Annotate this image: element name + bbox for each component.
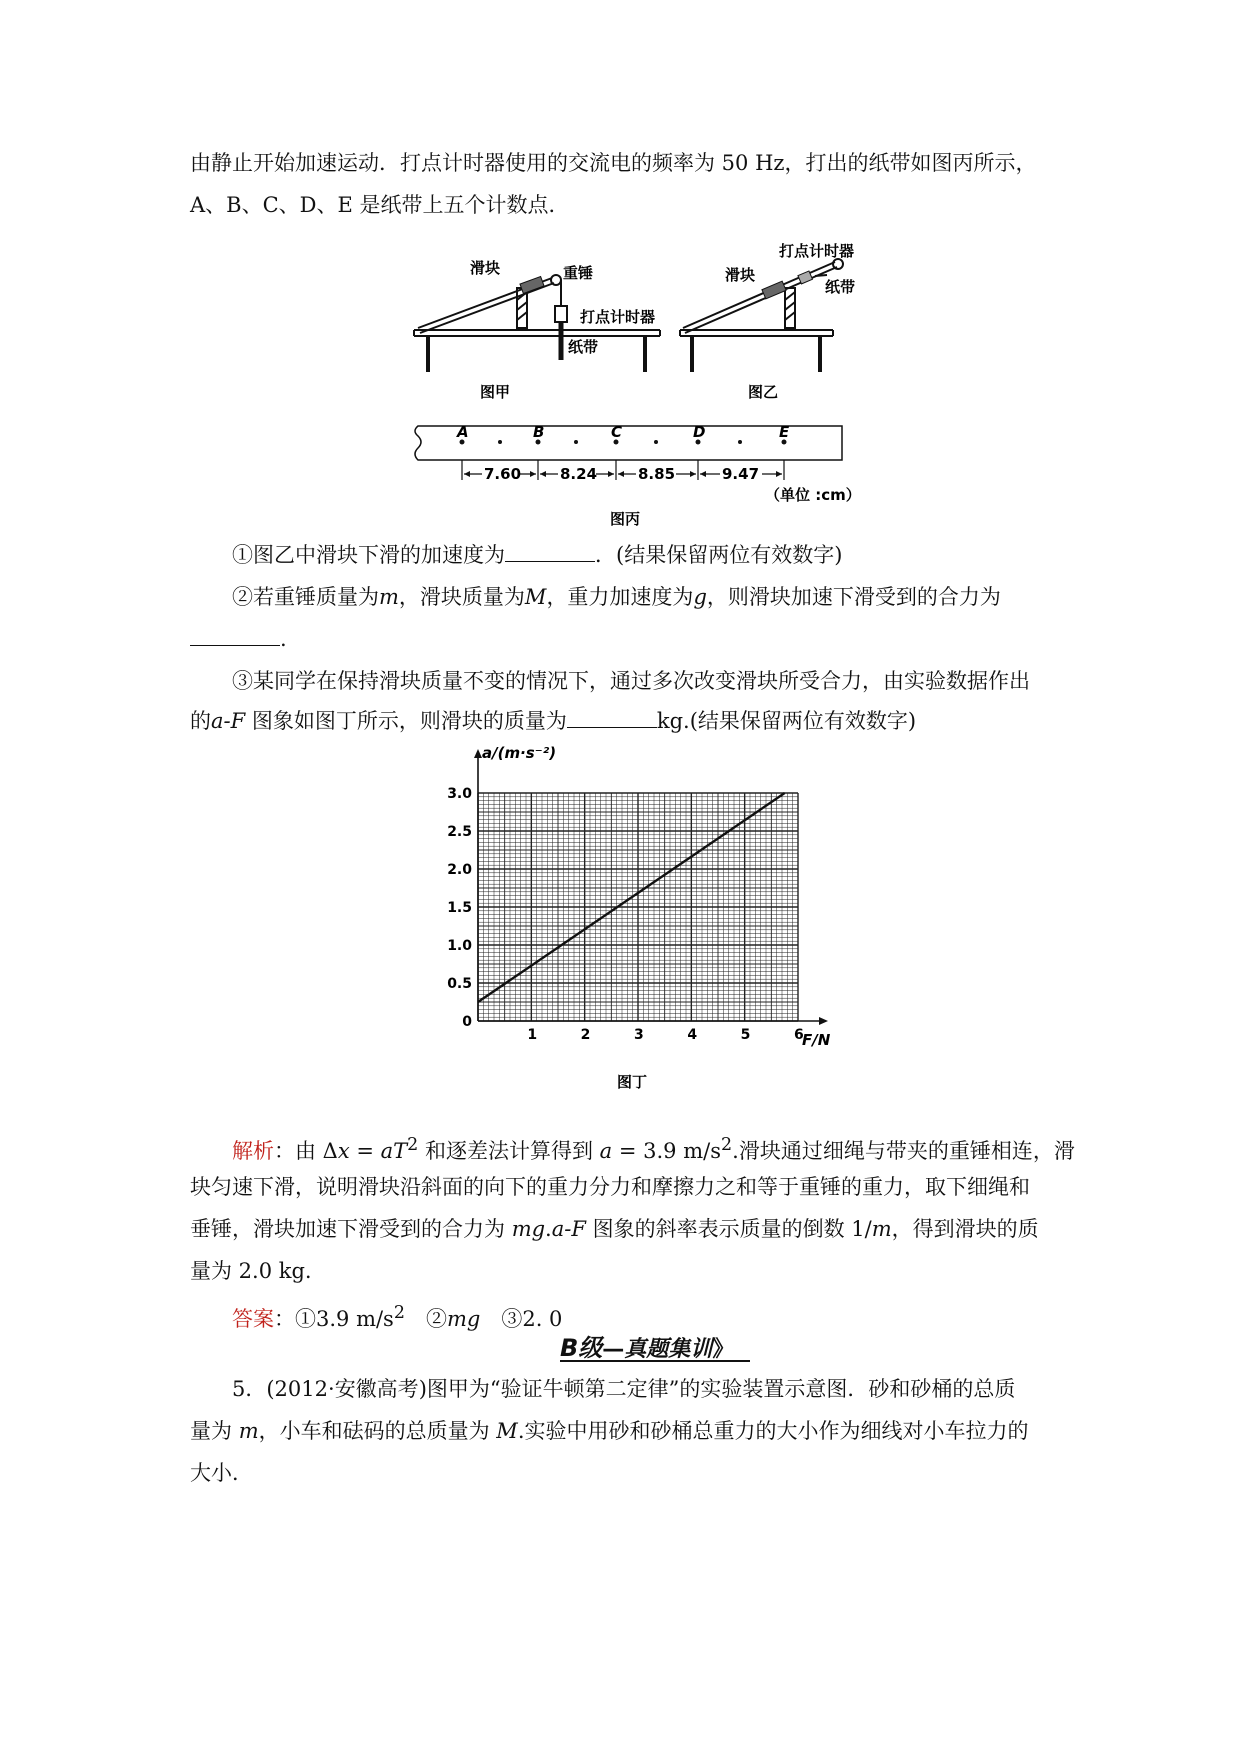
q1-note: ．(结果保留两位有效数字) xyxy=(595,543,843,567)
intro-line-1: 由静止开始加速运动．打点计时器使用的交流电的频率为 50 Hz，打出的纸带如图丙所示， xyxy=(190,151,1037,175)
var-aF: a-F xyxy=(551,1217,586,1241)
section-b-underline xyxy=(560,1360,750,1362)
q2-text-3: ，重力加速度为 xyxy=(546,585,694,609)
section-b-text: 真题集训 xyxy=(624,1336,713,1362)
y-axis-arrow xyxy=(474,749,482,758)
intro-line-2: A、B、C、D、E 是纸带上五个计数点． xyxy=(190,193,570,217)
analysis-text: 和逐差法计算得到 xyxy=(418,1139,600,1163)
q5-text: .实验中用砂和砂桶总重力的大小作为细线对小车拉力的 xyxy=(517,1419,1029,1443)
var-mg: mg xyxy=(511,1217,546,1241)
question-2 xyxy=(232,582,1102,612)
timer-box xyxy=(555,306,567,322)
var-a: a xyxy=(599,1139,613,1163)
x-axis-label: F/N xyxy=(802,1031,831,1049)
caption-jia: 图甲 xyxy=(480,383,511,401)
q3-text-1: 的 xyxy=(190,709,211,733)
x-axis-arrow xyxy=(819,1017,828,1025)
q3-aF: a-F xyxy=(211,709,246,733)
analysis-label: 解析 xyxy=(232,1139,274,1163)
caption-yi: 图乙 xyxy=(748,383,779,401)
question-5-line-1 xyxy=(232,1374,1102,1404)
point-D: D xyxy=(693,423,706,441)
var-aT: aT xyxy=(380,1139,408,1163)
y-tick-label: 1.0 xyxy=(447,938,472,954)
q5-source: 安徽高考 xyxy=(334,1377,419,1401)
answer-text: ③2. 0 xyxy=(480,1307,563,1331)
y-tick-label: 0.5 xyxy=(447,976,472,992)
section-b-dash: — xyxy=(602,1337,625,1362)
dist-AB: 7.60 xyxy=(484,465,522,483)
slider-block xyxy=(762,281,786,299)
question-1 xyxy=(232,540,1102,570)
answer-label: 答案 xyxy=(232,1307,274,1331)
caption-ding: 图丁 xyxy=(617,1073,648,1091)
q3-note: kg.(结果保留两位有效数字) xyxy=(656,709,917,733)
q5-number: 5．(2012· xyxy=(232,1377,335,1401)
point-A: A xyxy=(457,423,469,441)
unit-label: （单位 :cm） xyxy=(765,486,861,504)
question-5-line-3: 大小． xyxy=(190,1461,253,1485)
y-tick-label: 3.0 xyxy=(447,786,472,802)
analysis-line-2: 块匀速下滑，说明滑块沿斜面的向下的重力分力和摩擦力之和等于重锤的重力，取下细绳和 xyxy=(190,1175,1030,1199)
question-2-blank-line xyxy=(190,624,1060,654)
analysis-text: 垂锤，滑块加速下滑受到的合力为 xyxy=(190,1217,512,1241)
answer-text: ：①3.9 m/s xyxy=(274,1307,394,1331)
question-5-line-2 xyxy=(190,1416,1060,1446)
section-b-arrow: 》 xyxy=(712,1337,735,1362)
q2-g: g xyxy=(693,585,707,609)
q5-text: 量为 xyxy=(190,1419,239,1443)
x-tick-label: 3 xyxy=(634,1027,644,1043)
q2-text-4: ，则滑块加速下滑受到的合力为 xyxy=(706,585,1001,609)
analysis-line-4: 量为 2.0 kg. xyxy=(190,1259,312,1283)
figure-bing-tape xyxy=(410,420,880,530)
point-C: C xyxy=(611,423,623,441)
sup-2: 2 xyxy=(393,1303,405,1323)
caption-bing: 图丙 xyxy=(610,510,641,528)
q5-text: ，小车和砝码的总质量为 xyxy=(258,1419,497,1443)
q5-text: )图甲为“验证牛顿第二定律”的实验装置示意图．砂和砂桶的总质 xyxy=(418,1377,1016,1401)
sup-2: 2 xyxy=(721,1135,733,1155)
analysis-text: ：由 Δ xyxy=(274,1139,338,1163)
dist-CD: 8.85 xyxy=(638,465,676,483)
x-tick-label: 1 xyxy=(527,1027,538,1043)
y-tick-label: 0 xyxy=(462,1014,472,1030)
label-timer: 打点计时器 xyxy=(580,308,656,326)
var-m: m xyxy=(238,1419,259,1443)
label-slider: 滑块 xyxy=(470,259,501,277)
x-tick-label: 6 xyxy=(794,1027,804,1043)
q3-text-2: 图象如图丁所示，则滑块的质量为 xyxy=(245,709,567,733)
timer-box xyxy=(798,271,813,284)
section-b-prefix: B级 xyxy=(560,1334,603,1362)
analysis-line-3 xyxy=(190,1214,1060,1244)
var-mg: mg xyxy=(446,1307,481,1331)
var-m: m xyxy=(871,1217,892,1241)
analysis-text: ，得到滑块的质 xyxy=(891,1217,1039,1241)
dist-BC: 8.24 xyxy=(560,465,598,483)
section-b-title xyxy=(560,1328,750,1364)
label-weight: 重锤 xyxy=(563,264,594,282)
var-M: M xyxy=(496,1419,518,1443)
series-line xyxy=(478,793,785,1002)
var-x: x xyxy=(337,1139,350,1163)
point-E: E xyxy=(779,423,790,441)
chart-grid xyxy=(478,793,798,1021)
dist-DE: 9.47 xyxy=(722,465,760,483)
y-axis-label: a/(m·s⁻²) xyxy=(482,745,557,762)
analysis-text: .滑块通过细绳与带夹的重锤相连，滑 xyxy=(732,1139,1075,1163)
q1-text: ①图乙中滑块下滑的加速度为 xyxy=(232,543,505,567)
label-slider: 滑块 xyxy=(725,266,756,284)
figure-yi xyxy=(675,240,855,405)
x-tick-label: 2 xyxy=(580,1027,591,1043)
answer-text: ② xyxy=(404,1307,447,1331)
q2-m: m xyxy=(379,585,399,609)
q2-M: M xyxy=(524,585,547,609)
analysis-text: . xyxy=(545,1217,552,1241)
question-3-line-2 xyxy=(190,706,1060,736)
label-tape: 纸带 xyxy=(825,278,855,296)
analysis-text: = xyxy=(349,1139,381,1163)
x-tick-label: 5 xyxy=(740,1027,751,1043)
point-B: B xyxy=(533,423,545,441)
y-tick-label: 2.5 xyxy=(447,824,472,840)
q2-text-1: ②若重锤质量为 xyxy=(232,585,379,609)
sup-2: 2 xyxy=(407,1135,419,1155)
x-tick-label: 4 xyxy=(687,1027,698,1043)
analysis-line-1 xyxy=(232,1130,1102,1166)
q2-end: . xyxy=(280,627,287,651)
question-3-line-1: ③某同学在保持滑块质量不变的情况下，通过多次改变滑块所受合力，由实验数据作出 xyxy=(232,669,1030,693)
q1-answer-blank[interactable] xyxy=(505,541,595,562)
label-tape: 纸带 xyxy=(568,338,599,356)
analysis-text: = 3.9 m/s xyxy=(612,1139,721,1163)
y-tick-label: 2.0 xyxy=(447,862,472,878)
paper-tape xyxy=(415,426,842,460)
q2-text-2: ，滑块质量为 xyxy=(398,585,525,609)
analysis-text: 图象的斜率表示质量的倒数 1/ xyxy=(585,1217,872,1241)
y-tick-label: 1.5 xyxy=(447,900,472,916)
label-timer: 打点计时器 xyxy=(779,242,855,260)
figure-jia xyxy=(400,240,690,405)
chart-series xyxy=(478,793,785,1002)
q2-answer-blank[interactable] xyxy=(190,625,280,646)
q3-answer-blank[interactable] xyxy=(567,707,657,728)
a-F-chart xyxy=(430,745,850,1095)
